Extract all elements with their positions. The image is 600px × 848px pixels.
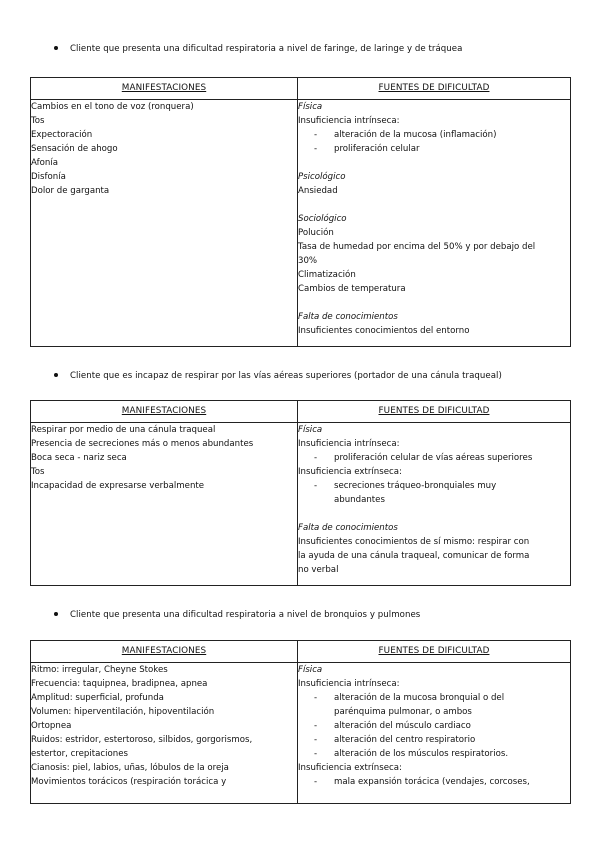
category-conocimientos: Falta de conocimientos (298, 312, 398, 322)
category-fisica: Física (298, 425, 323, 435)
list-item: - mala expansión torácica (vendajes, corcoses, (298, 775, 570, 789)
table-3 (30, 640, 571, 804)
list-item: Volumen: hiperventilación, hipoventilación (31, 707, 215, 717)
subcategory-intrinseca: Insuficiencia intrínseca: (298, 116, 400, 126)
list-item: Sensación de ahogo (31, 144, 118, 154)
list-item: - alteración del músculo cardiaco (298, 719, 570, 733)
sources-cell (298, 423, 571, 586)
list-item: - alteración de la mucosa (inflamación) (298, 128, 570, 142)
header-manifestaciones: MANIFESTACIONES (31, 401, 298, 423)
subcategory-extrinseca: Insuficiencia extrínseca: (298, 467, 402, 477)
sources-cell (298, 100, 571, 347)
list-item: Ansiedad (298, 186, 338, 196)
list-item: estertor, crepitaciones (31, 749, 128, 759)
list-item: - alteración de la mucosa bronquial o del (298, 691, 570, 705)
list-item: Respirar por medio de una cánula traqueal (31, 425, 216, 435)
manifestations-cell (31, 423, 298, 586)
list-item: Incapacidad de expresarse verbalmente (31, 481, 205, 491)
list-item: 30% (298, 256, 318, 266)
list-item: Tos (31, 116, 45, 126)
list-item: Cianosis: piel, labios, uñas, lóbulos de la oreja (31, 763, 229, 773)
list-item: Insuficientes conocimientos de sí mismo: respirar con (298, 537, 530, 547)
bullet-dot-icon (54, 612, 58, 616)
list-item: Presencia de secreciones más o menos abundantes (31, 439, 254, 449)
list-item: Cambios de temperatura (298, 284, 406, 294)
list-item: Ortopnea (31, 721, 72, 731)
manifestations-cell (31, 100, 298, 347)
list-item: abundantes (334, 495, 385, 505)
list-item: - proliferación celular de vías aéreas superiores (298, 451, 570, 465)
list-item: - proliferación celular (298, 142, 570, 156)
bullet-dot-icon (54, 373, 58, 377)
header-fuentes: FUENTES DE DIFICULTAD (298, 401, 571, 423)
category-fisica: Física (298, 665, 323, 675)
category-fisica: Física (298, 102, 323, 112)
list-item: la ayuda de una cánula traqueal, comunicar de forma (298, 551, 530, 561)
list-item: Afonía (31, 158, 58, 168)
list-item: Disfonía (31, 172, 66, 182)
subcategory-extrinseca: Insuficiencia extrínseca: (298, 763, 402, 773)
category-psicologico: Psicológico (298, 172, 346, 182)
table-2 (30, 400, 571, 586)
category-sociologico: Sociológico (298, 214, 347, 224)
list-item: Frecuencia: taquipnea, bradipnea, apnea (31, 679, 208, 689)
list-item: no verbal (298, 565, 339, 575)
list-item: Insuficientes conocimientos del entorno (298, 326, 470, 336)
subcategory-intrinseca: Insuficiencia intrínseca: (298, 679, 400, 689)
list-item: Amplitud: superficial, profunda (31, 693, 164, 703)
list-item: - alteración de los músculos respiratorios. (298, 747, 570, 761)
category-conocimientos: Falta de conocimientos (298, 523, 398, 533)
sources-cell (298, 663, 571, 804)
section-2-bullet: Cliente que es incapaz de respirar por las vías aéreas superiores (portador de una cánula traqueal) (54, 371, 502, 381)
list-item: Ruidos: estridor, estertoroso, silbidos, gorgorismos, (31, 735, 253, 745)
header-manifestaciones: MANIFESTACIONES (31, 78, 298, 100)
list-item: Tasa de humedad por encima del 50% y por debajo del (298, 242, 536, 252)
list-item: - alteración del centro respiratorio (298, 733, 570, 747)
list-item: Movimientos torácicos (respiración torácica y (31, 777, 227, 787)
list-item: Expectoración (31, 130, 93, 140)
list-item: Cambios en el tono de voz (ronquera) (31, 102, 194, 112)
list-item: - secreciones tráqueo-bronquiales muy (298, 479, 570, 493)
list-item: Polución (298, 228, 334, 238)
header-manifestaciones: MANIFESTACIONES (31, 641, 298, 663)
list-item: Climatización (298, 270, 356, 280)
header-fuentes: FUENTES DE DIFICULTAD (298, 78, 571, 100)
section-3-bullet: Cliente que presenta una dificultad respiratoria a nivel de bronquios y pulmones (54, 610, 420, 620)
manifestations-cell (31, 663, 298, 804)
header-fuentes: FUENTES DE DIFICULTAD (298, 641, 571, 663)
bullet-dot-icon (54, 46, 58, 50)
list-item: parénquima pulmonar, o ambos (334, 707, 472, 717)
table-1 (30, 77, 571, 347)
list-item: Tos (31, 467, 45, 477)
list-item: Ritmo: irregular, Cheyne Stokes (31, 665, 168, 675)
list-item: Boca seca - nariz seca (31, 453, 127, 463)
section-1-bullet: Cliente que presenta una dificultad respiratoria a nivel de faringe, de laringe y de tráquea (54, 44, 462, 54)
subcategory-intrinseca: Insuficiencia intrínseca: (298, 439, 400, 449)
list-item: Dolor de garganta (31, 186, 110, 196)
